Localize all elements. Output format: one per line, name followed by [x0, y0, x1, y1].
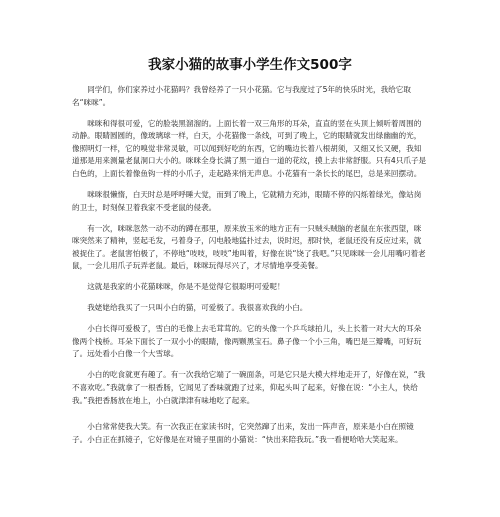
article-title: 我家小猫的故事小学生作文500字	[148, 57, 352, 73]
article-paragraph: 这就是我家的小花猫咪咪，你是不是觉得它很聪明可爱呢！	[87, 282, 285, 292]
article-paragraph: 小白的吃食就更有趣了。有一次我给它端了一碗面条，可是它只是大模大样地走开了，好像在说，“我不喜欢吃。”我就拿了一根香肠，它闻见了香味就跑了过来，仰起头叫了起来，好像在说：“小主人，快给我。”我把香肠放在地上，小白就津津有味地吃了起来。	[72, 370, 426, 405]
article-paragraph: 小白长得可爱极了，雪白的毛像上去毛茸茸的。它的头像一个乒乓球拍儿，头上长着一对大大的耳朵像两个栈桥。耳朵下面长了一双小小的眼睛，像两颗黑宝石。鼻子像一个小三角，嘴巴是三瓣嘴，可好玩了。远处看小白像一个大雪球。	[72, 324, 422, 359]
article-paragraph: 同学们，你们家养过小花猫吗？我曾经养了一只小花猫。它与我度过了5年的快乐时光，我给它取名“咪咪”。	[72, 85, 411, 107]
article-paragraph: 有一次，咪咪忽然一动不动的蹲在那里，原来放玉米的地方正有一只贼头贼脑的老鼠在东张西望，咪咪突然来了精神，竖起毛发，弓着身子，闪电般地猛扑过去，说时迟，那时快，老鼠还没有反应过来，就被捉住了。老鼠害怕极了，不停地“吱吱，吱吱”地叫着，好像在说“饶了我吧。”只见咪咪一会儿用嘴叼着老鼠，一会儿用爪子玩弄老鼠。最后，咪咪玩得尽兴了，才尽情地享受美餐。	[72, 223, 426, 271]
article-paragraph: 咪咪和得很可爱，它的脸装黑溜溜的。上面长着一双三角形的耳朵，直直的竖在头顶上倾听着周围的动静。眼睛圆圆的，像玻璃球一样，白天，小花猫像一条线，可到了晚上，它的眼睛就发出绿幽幽的光，像照明灯一样，它的嗅觉非常灵敏，可以闻到好吃的东西，它的嘴边长着八根胡须，又细又长又硬，我知道那是用来测量老鼠洞口大小的。咪咪全身长满了黑一道白一道的花纹，摸上去非常舒服。只有4只爪子是白色的，上面长着像鱼钩一样的小爪子，走起路来悄无声息。小花猫有一条长长的尾巴，总是来回摆动。	[72, 118, 427, 178]
article-paragraph: 咪咪很懒惰，白天时总是呼呼睡大觉，而到了晚上，它就精力充沛，眼睛不停的闪烁着绿光，像站岗的卫士，时刻保卫着我家不受老鼠的侵袭。	[72, 189, 422, 212]
article-paragraph: 我姥姥给我买了一只叫小白的猫，可爱极了。我很喜欢我的小白。	[87, 303, 308, 313]
article-paragraph: 小白常常使我大笑。有一次我正在家读书时，它突然蹿了出来，发出一阵声音，原来是小白在照镜子。小白正在抓镜子，它好像是在对镜子里面的小猫说：“快出来陪我玩。”我一看便哈哈大笑起来。	[72, 422, 414, 444]
